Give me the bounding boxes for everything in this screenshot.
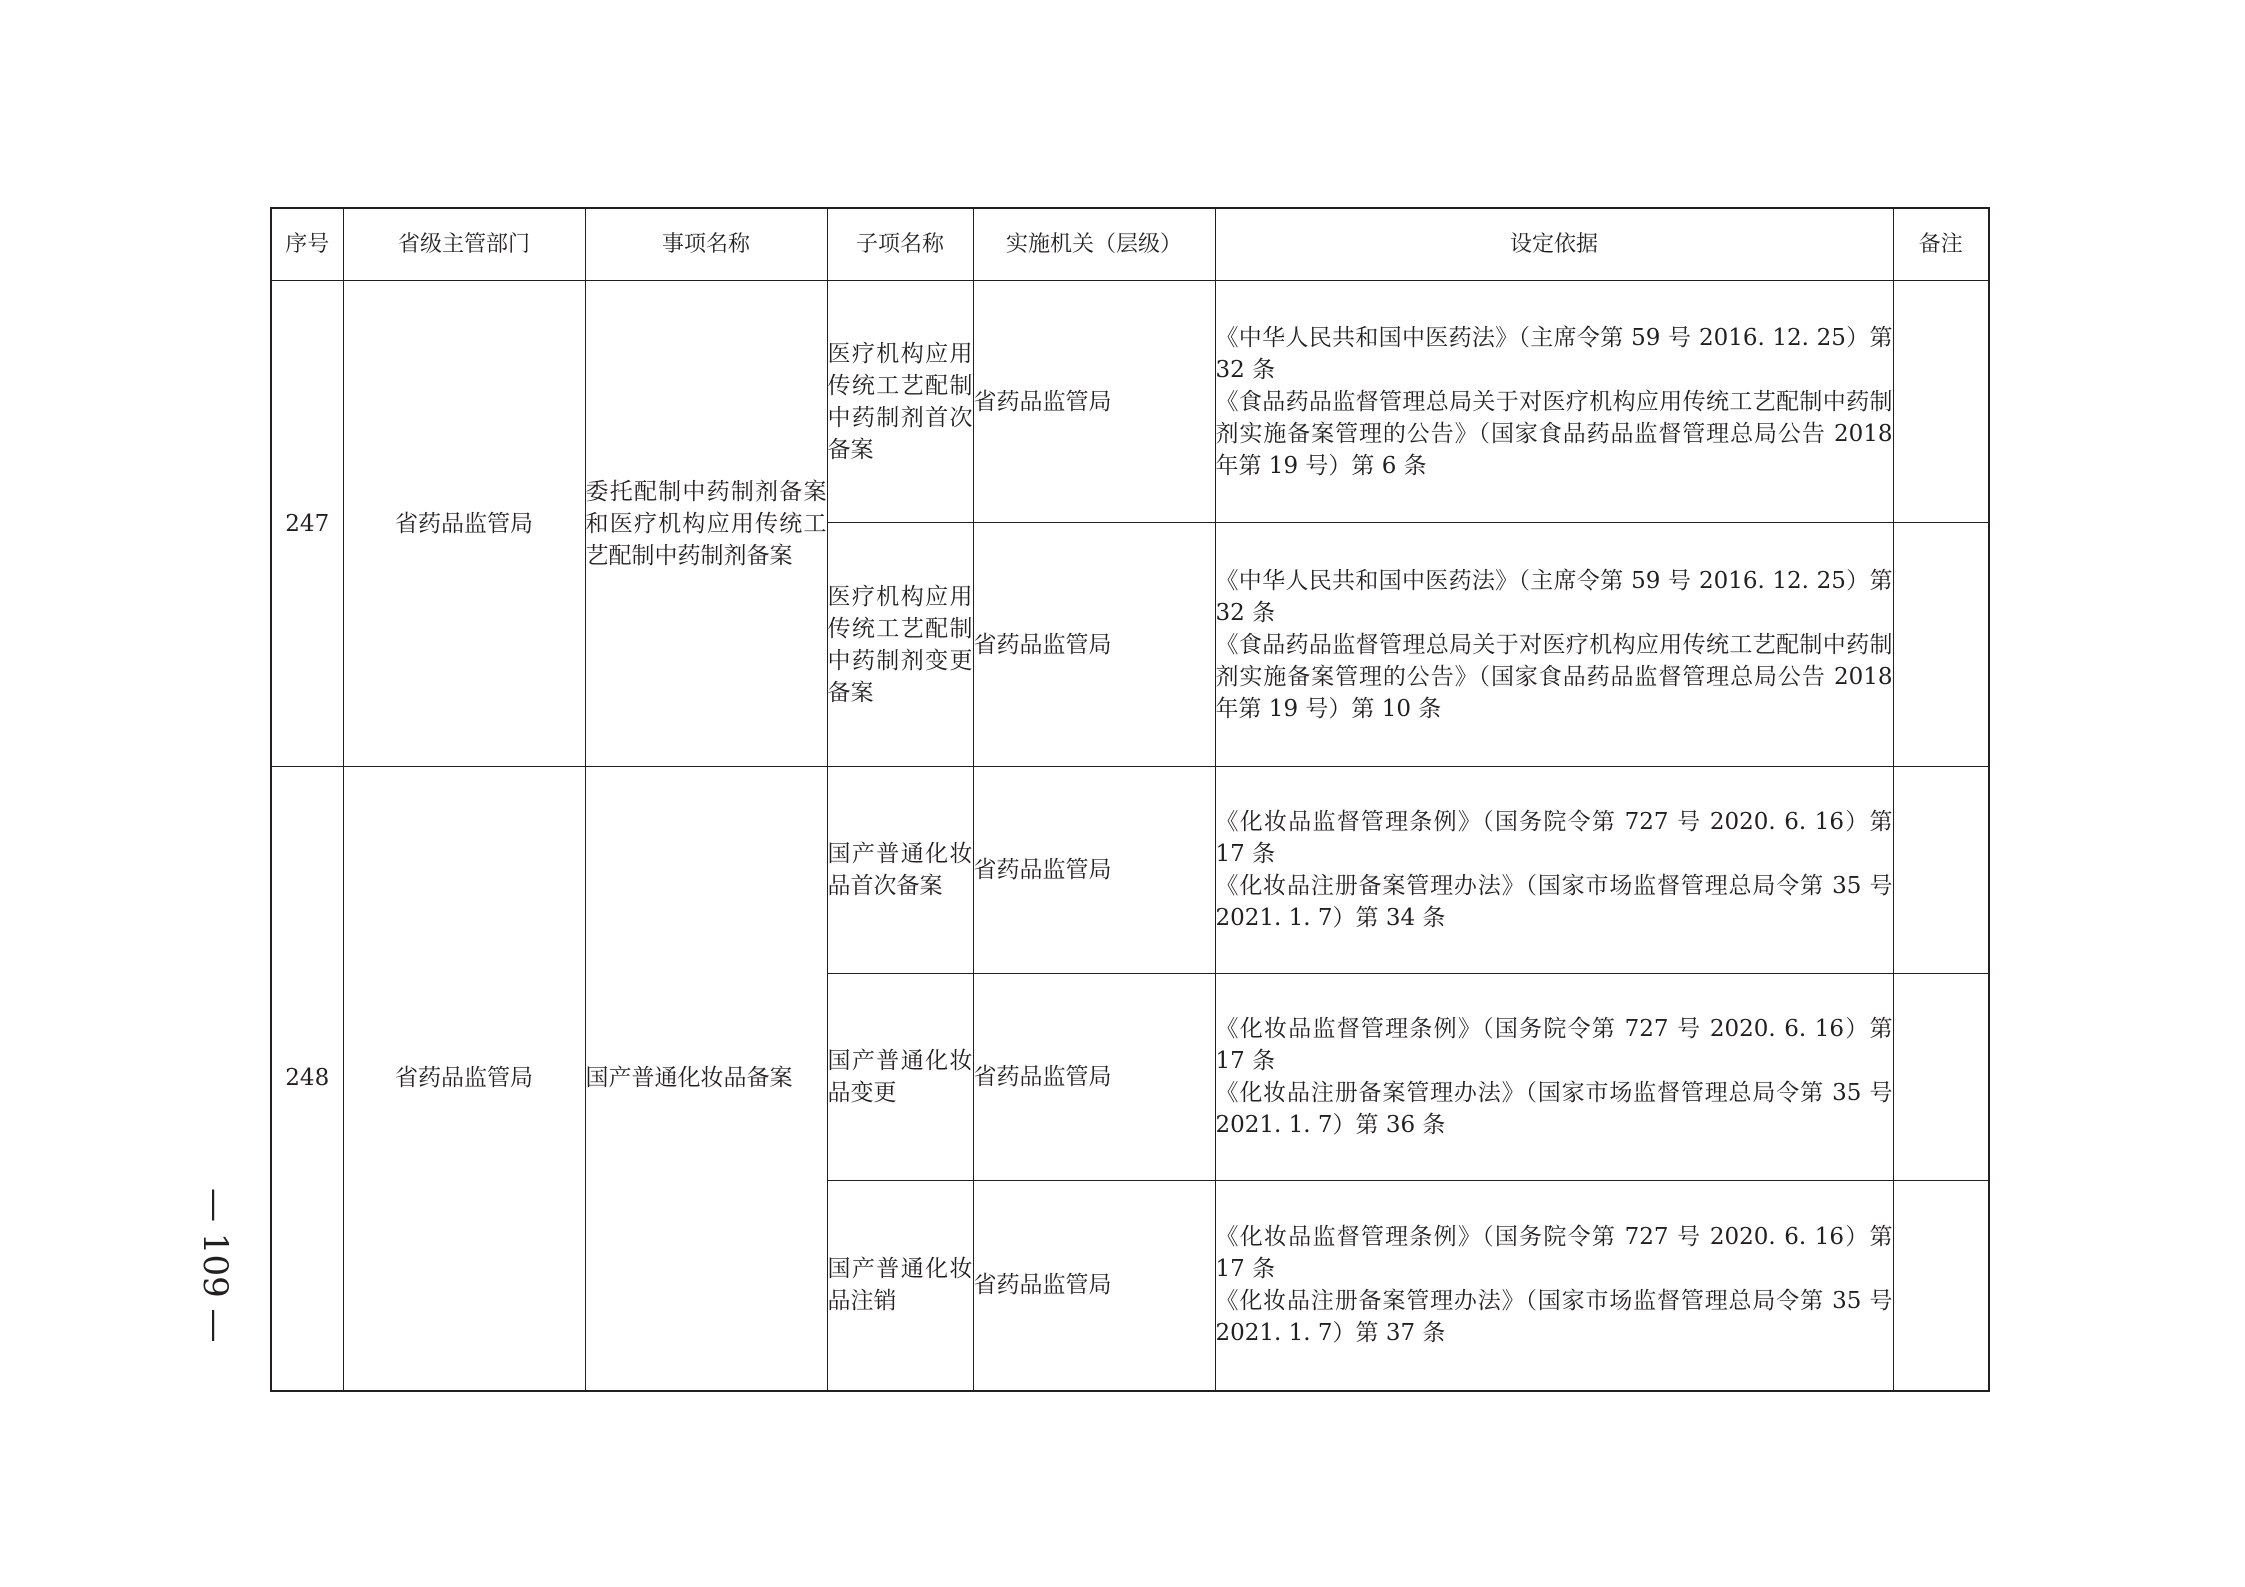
table-row [271,281,1989,523]
item-no: 248 [271,767,343,1391]
table-row [271,767,1989,974]
subitem-basis [1215,767,1893,974]
subitem-name: 国产普通化妆品注销 [827,1181,973,1391]
basis-line: 《食品药品监督管理总局关于对医疗机构应用传统工艺配制中药制剂实施备案管理的公告》（国家食品药品监督管理总局公告 2018 年第 19 号）第 6 条 [1215,388,1893,479]
subitem-note [1893,523,1989,767]
item-name: 委托配制中药制剂备案和医疗机构应用传统工艺配制中药制剂备案 [585,281,827,767]
basis-line: 《化妆品注册备案管理办法》（国家市场监督管理总局令第 35 号 2021. 1. 7）第 34 条 [1215,873,1893,931]
subitem-basis [1215,974,1893,1181]
basis-line: 《食品药品监督管理总局关于对医疗机构应用传统工艺配制中药制剂实施备案管理的公告》（国家食品药品监督管理总局公告 2018 年第 19 号）第 10 条 [1215,631,1893,722]
item-dept: 省药品监管局 [343,281,585,767]
basis-line: 《中华人民共和国中医药法》（主席令第 59 号 2016. 12. 25）第 32 条 [1215,567,1893,626]
basis-line: 《化妆品监督管理条例》（国务院令第 727 号 2020. 6. 16）第 17 条 [1215,1224,1893,1283]
subitem-name: 医疗机构应用传统工艺配制中药制剂变更备案 [827,523,973,767]
subitem-agency: 省药品监管局 [973,974,1215,1181]
basis-line: 《化妆品注册备案管理办法》（国家市场监督管理总局令第 35 号 2021. 1. 7）第 37 条 [1215,1288,1893,1347]
subitem-name: 国产普通化妆品变更 [827,974,973,1181]
subitem-agency: 省药品监管局 [973,1181,1215,1391]
header-agency: 实施机关（层级） [973,208,1215,281]
item-no: 247 [271,281,343,767]
header-item-name: 事项名称 [585,208,827,281]
subitem-note [1893,767,1989,974]
basis-line: 《化妆品监督管理条例》（国务院令第 727 号 2020. 6. 16）第 17 条 [1215,1016,1893,1074]
header-note: 备注 [1893,208,1989,281]
subitem-note [1893,974,1989,1181]
subitem-note [1893,1181,1989,1391]
basis-line: 《中华人民共和国中医药法》（主席令第 59 号 2016. 12. 25）第 32 条 [1215,324,1893,383]
header-no: 序号 [271,208,343,281]
page-number: — 109 — [195,1187,235,1343]
subitem-note [1893,281,1989,523]
basis-line: 《化妆品监督管理条例》（国务院令第 727 号 2020. 6. 16）第 17 条 [1215,809,1893,867]
item-dept: 省药品监管局 [343,767,585,1391]
header-subitem-name: 子项名称 [827,208,973,281]
subitem-basis [1215,281,1893,523]
subitem-agency: 省药品监管局 [973,523,1215,767]
header-row [271,208,1989,281]
subitem-basis [1215,523,1893,767]
header-dept: 省级主管部门 [343,208,585,281]
subitem-name: 国产普通化妆品首次备案 [827,767,973,974]
header-basis: 设定依据 [1215,208,1893,281]
subitem-agency: 省药品监管局 [973,767,1215,974]
record-table [270,207,1990,1392]
subitem-basis [1215,1181,1893,1391]
item-name: 国产普通化妆品备案 [585,767,827,1391]
basis-line: 《化妆品注册备案管理办法》（国家市场监督管理总局令第 35 号 2021. 1. 7）第 36 条 [1215,1080,1893,1138]
subitem-name: 医疗机构应用传统工艺配制中药制剂首次备案 [827,281,973,523]
subitem-agency: 省药品监管局 [973,281,1215,523]
